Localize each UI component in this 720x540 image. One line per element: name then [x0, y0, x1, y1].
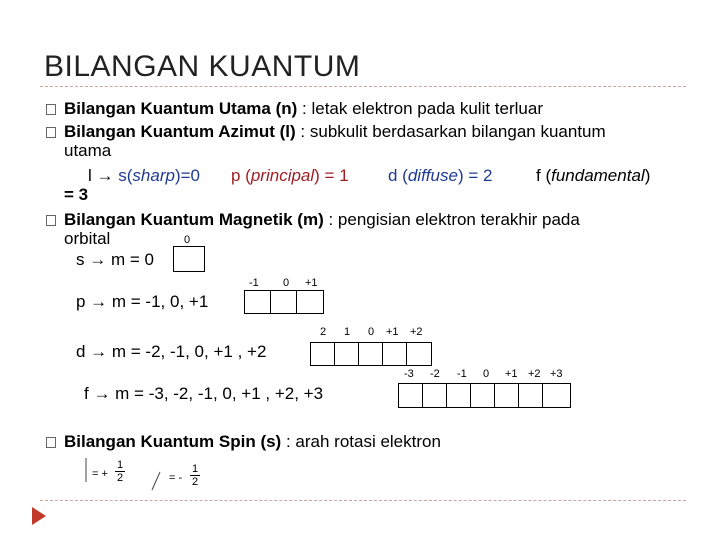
- spin-minus-label: = -: [169, 472, 183, 484]
- item-magnetik: [64, 210, 580, 230]
- orbital-number: -1: [457, 368, 467, 380]
- item-desc: : pengisian elektron terakhir pada: [323, 210, 580, 229]
- orbital-box: [494, 383, 519, 408]
- orbital-number: +1: [305, 277, 318, 289]
- item-magnetik-cont: orbital: [64, 229, 111, 248]
- spin-plus-label: = +: [92, 468, 108, 480]
- item-label: Bilangan Kuantum Magnetik (m): [64, 210, 324, 229]
- orbital-box: [296, 290, 324, 314]
- orbital-box: [518, 383, 543, 408]
- item-azimut: [64, 122, 606, 142]
- page-title: BILANGAN KUANTUM: [44, 50, 361, 83]
- orbital-box: [446, 383, 471, 408]
- footer-divider: [40, 500, 686, 501]
- orbital-number: -2: [430, 368, 440, 380]
- p-orbital-line: p → m = -1, 0, +1: [76, 292, 209, 311]
- orbital-box: [398, 383, 423, 408]
- item-desc: : letak elektron pada kulit terluar: [297, 99, 543, 118]
- orbital-box: [244, 290, 271, 314]
- item-desc: : subkulit berdasarkan bilangan kuantum: [295, 122, 606, 141]
- orbital-box: [382, 342, 407, 366]
- orbital-number: +1: [505, 368, 518, 380]
- d-value: d (diffuse) = 2: [388, 166, 493, 185]
- orbital-number: 0: [368, 326, 375, 338]
- orbital-box: [334, 342, 359, 366]
- l-symbol: l: [88, 166, 92, 185]
- azimuth-values: [88, 166, 200, 186]
- p-value: p (principal) = 1: [231, 166, 349, 185]
- orbital-number: 0: [283, 277, 290, 289]
- bullet-icon: [46, 215, 56, 226]
- next-slide-icon[interactable]: [31, 506, 47, 526]
- orbital-box: [270, 290, 297, 314]
- orbital-number: +2: [410, 326, 423, 338]
- item-label: Bilangan Kuantum Azimut (l): [64, 122, 296, 141]
- spin-plus-fraction: $\frac{1}{2}$: [116, 459, 124, 484]
- orbital-box: [406, 342, 432, 366]
- orbital-number: 1: [344, 326, 351, 338]
- arrow-icon: →: [96, 166, 114, 185]
- item-spin: [64, 432, 441, 452]
- spin-minus-fraction: $\frac{1}{2}$: [191, 463, 199, 488]
- orbital-number: -1: [249, 277, 259, 289]
- bullet-icon: [46, 437, 56, 448]
- bullet-icon: [46, 127, 56, 138]
- orbital-number: -3: [404, 368, 414, 380]
- orbital-box: [310, 342, 335, 366]
- orbital-number: 2: [320, 326, 327, 338]
- orbital-number: +3: [550, 368, 563, 380]
- spin-down-arrow: [152, 472, 160, 490]
- item-label: Bilangan Kuantum Spin (s): [64, 432, 282, 451]
- item-utama: [64, 99, 543, 119]
- d-orbital-line: d → m = -2, -1, 0, +1 , +2: [76, 342, 267, 361]
- title-divider: [40, 86, 686, 87]
- f-value-cont: = 3: [64, 185, 89, 204]
- orbital-box: [358, 342, 383, 366]
- orbital-box: [542, 383, 571, 408]
- s-value: s(sharp)=0: [118, 166, 200, 185]
- s-orbital-line: s → m = 0: [76, 250, 154, 269]
- orbital-number: 0: [483, 368, 490, 380]
- item-azimut-cont: utama: [64, 141, 112, 160]
- orbital-box: [470, 383, 495, 408]
- f-value: f (fundamental): [536, 166, 651, 185]
- orbital-number: 0: [184, 234, 191, 246]
- bullet-icon: [46, 104, 56, 115]
- orbital-box: [422, 383, 447, 408]
- f-orbital-line: f → m = -3, -2, -1, 0, +1 , +2, +3: [84, 384, 324, 403]
- orbital-number: +2: [528, 368, 541, 380]
- item-desc: : arah rotasi elektron: [281, 432, 441, 451]
- orbital-number: +1: [386, 326, 399, 338]
- item-label: Bilangan Kuantum Utama (n): [64, 99, 298, 118]
- orbital-box: [173, 246, 205, 272]
